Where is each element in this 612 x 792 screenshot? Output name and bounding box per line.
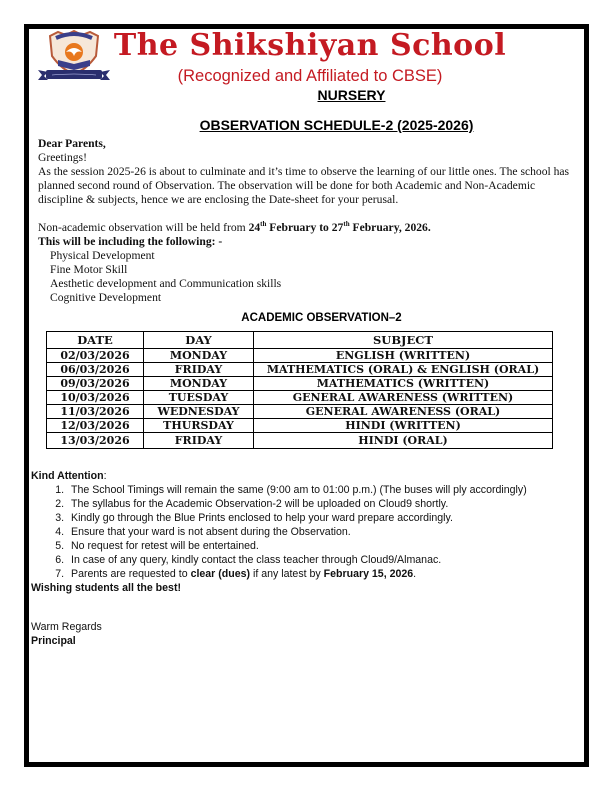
attention-list bbox=[31, 483, 581, 581]
signoff bbox=[31, 620, 581, 648]
table-row bbox=[47, 377, 553, 391]
subject-cell: HINDI (WRITTEN) bbox=[254, 419, 553, 433]
item7-prefix: Parents are requested to bbox=[71, 568, 191, 580]
school-crest-logo-icon bbox=[36, 30, 112, 84]
attention-heading bbox=[31, 469, 581, 483]
subject-cell: HINDI (ORAL) bbox=[254, 433, 553, 449]
letter-body: As the session 2025-26 is about to culminate and it’s time to observe the learning of our little ones. The school has planned second round of Observation. The observation will be done for both Academic and Non-Academic discipline & subjects, hence we are enclosing the Date-sheet for your perusal. bbox=[38, 165, 570, 206]
attention-colon: : bbox=[103, 470, 107, 482]
date-mid: February to 27 bbox=[266, 221, 344, 234]
table-header-row bbox=[47, 332, 553, 349]
day-cell: FRIDAY bbox=[144, 363, 254, 377]
item7-deadline: February 15, 2026 bbox=[323, 568, 414, 580]
end-sup: th bbox=[343, 220, 350, 229]
academic-heading: ACADEMIC OBSERVATION–2 bbox=[241, 312, 402, 324]
including-label: This will be including the following: - bbox=[38, 235, 223, 248]
table-row bbox=[47, 433, 553, 449]
subject-cell: GENERAL AWARENESS (WRITTEN) bbox=[254, 391, 553, 405]
day-cell: MONDAY bbox=[144, 349, 254, 363]
area-item: Aesthetic development and Communication skills bbox=[50, 277, 282, 290]
table-row bbox=[47, 419, 553, 433]
wishes-line: Wishing students all the best! bbox=[31, 582, 181, 594]
class-title: NURSERY bbox=[317, 87, 386, 103]
attention-section bbox=[31, 469, 581, 595]
start-sup: th bbox=[260, 220, 267, 229]
attention-item: 4. Ensure that your ward is not absent during the Observation. bbox=[67, 525, 581, 539]
column-header-day: DAY bbox=[144, 332, 254, 349]
subject-cell: MATHEMATICS (ORAL) & ENGLISH (ORAL) bbox=[254, 363, 553, 377]
non-academic-dates bbox=[38, 221, 578, 235]
greeting: Greetings! bbox=[38, 151, 87, 164]
table-row bbox=[47, 405, 553, 419]
non-academic-section bbox=[38, 221, 578, 305]
non-academic-prefix: Non-academic observation will be held from bbox=[38, 221, 249, 234]
item7-mid: if any latest by bbox=[250, 568, 324, 580]
attention-item: 2. The syllabus for the Academic Observation-2 will be uploaded on Cloud9 shortly. bbox=[67, 497, 581, 511]
date-cell: 13/03/2026 bbox=[47, 433, 144, 449]
area-item: Fine Motor Skill bbox=[50, 263, 128, 276]
date-cell: 06/03/2026 bbox=[47, 363, 144, 377]
item7-suffix: . bbox=[413, 568, 417, 580]
affiliation-line: (Recognized and Affiliated to CBSE) bbox=[177, 67, 443, 85]
attention-item: 5. No request for retest will be entertained. bbox=[67, 539, 581, 553]
salutation: Dear Parents, bbox=[38, 137, 106, 150]
column-header-date: DATE bbox=[47, 332, 144, 349]
column-header-subject: SUBJECT bbox=[254, 332, 553, 349]
attention-item: 3. Kindly go through the Blue Prints enclosed to help your ward prepare accordingly. bbox=[67, 511, 581, 525]
non-academic-date-range bbox=[249, 221, 431, 234]
day-cell: WEDNESDAY bbox=[144, 405, 254, 419]
table-row bbox=[47, 349, 553, 363]
date-cell: 10/03/2026 bbox=[47, 391, 144, 405]
subject-cell: ENGLISH (WRITTEN) bbox=[254, 349, 553, 363]
letter-intro bbox=[38, 137, 578, 207]
attention-item: 1. The School Timings will remain the same (9:00 am to 01:00 p.m.) (The buses will ply accordingly) bbox=[67, 483, 581, 497]
table-row bbox=[47, 391, 553, 405]
date-cell: 11/03/2026 bbox=[47, 405, 144, 419]
signatory: Principal bbox=[31, 635, 76, 647]
start-day: 24 bbox=[248, 221, 261, 234]
attention-item: 6. In case of any query, kindly contact the class teacher through Cloud9/Almanac. bbox=[67, 553, 581, 567]
attention-item bbox=[67, 567, 581, 581]
area-item: Physical Development bbox=[50, 249, 155, 262]
document-title: OBSERVATION SCHEDULE-2 (2025-2026) bbox=[199, 117, 474, 133]
attention-label: Kind Attention bbox=[31, 470, 104, 482]
day-cell: TUESDAY bbox=[144, 391, 254, 405]
school-name: The Shikshiyan School bbox=[113, 28, 507, 63]
area-item: Cognitive Development bbox=[50, 291, 162, 304]
schedule-table bbox=[46, 331, 553, 449]
item7-clear-dues: clear (dues) bbox=[190, 568, 251, 580]
table-row bbox=[47, 363, 553, 377]
day-cell: FRIDAY bbox=[144, 433, 254, 449]
subject-cell: GENERAL AWARENESS (ORAL) bbox=[254, 405, 553, 419]
subject-cell: MATHEMATICS (WRITTEN) bbox=[254, 377, 553, 391]
day-cell: MONDAY bbox=[144, 377, 254, 391]
day-cell: THURSDAY bbox=[144, 419, 254, 433]
date-cell: 02/03/2026 bbox=[47, 349, 144, 363]
date-end: February, 2026. bbox=[349, 221, 431, 234]
regards: Warm Regards bbox=[31, 621, 102, 633]
date-cell: 12/03/2026 bbox=[47, 419, 144, 433]
date-cell: 09/03/2026 bbox=[47, 377, 144, 391]
